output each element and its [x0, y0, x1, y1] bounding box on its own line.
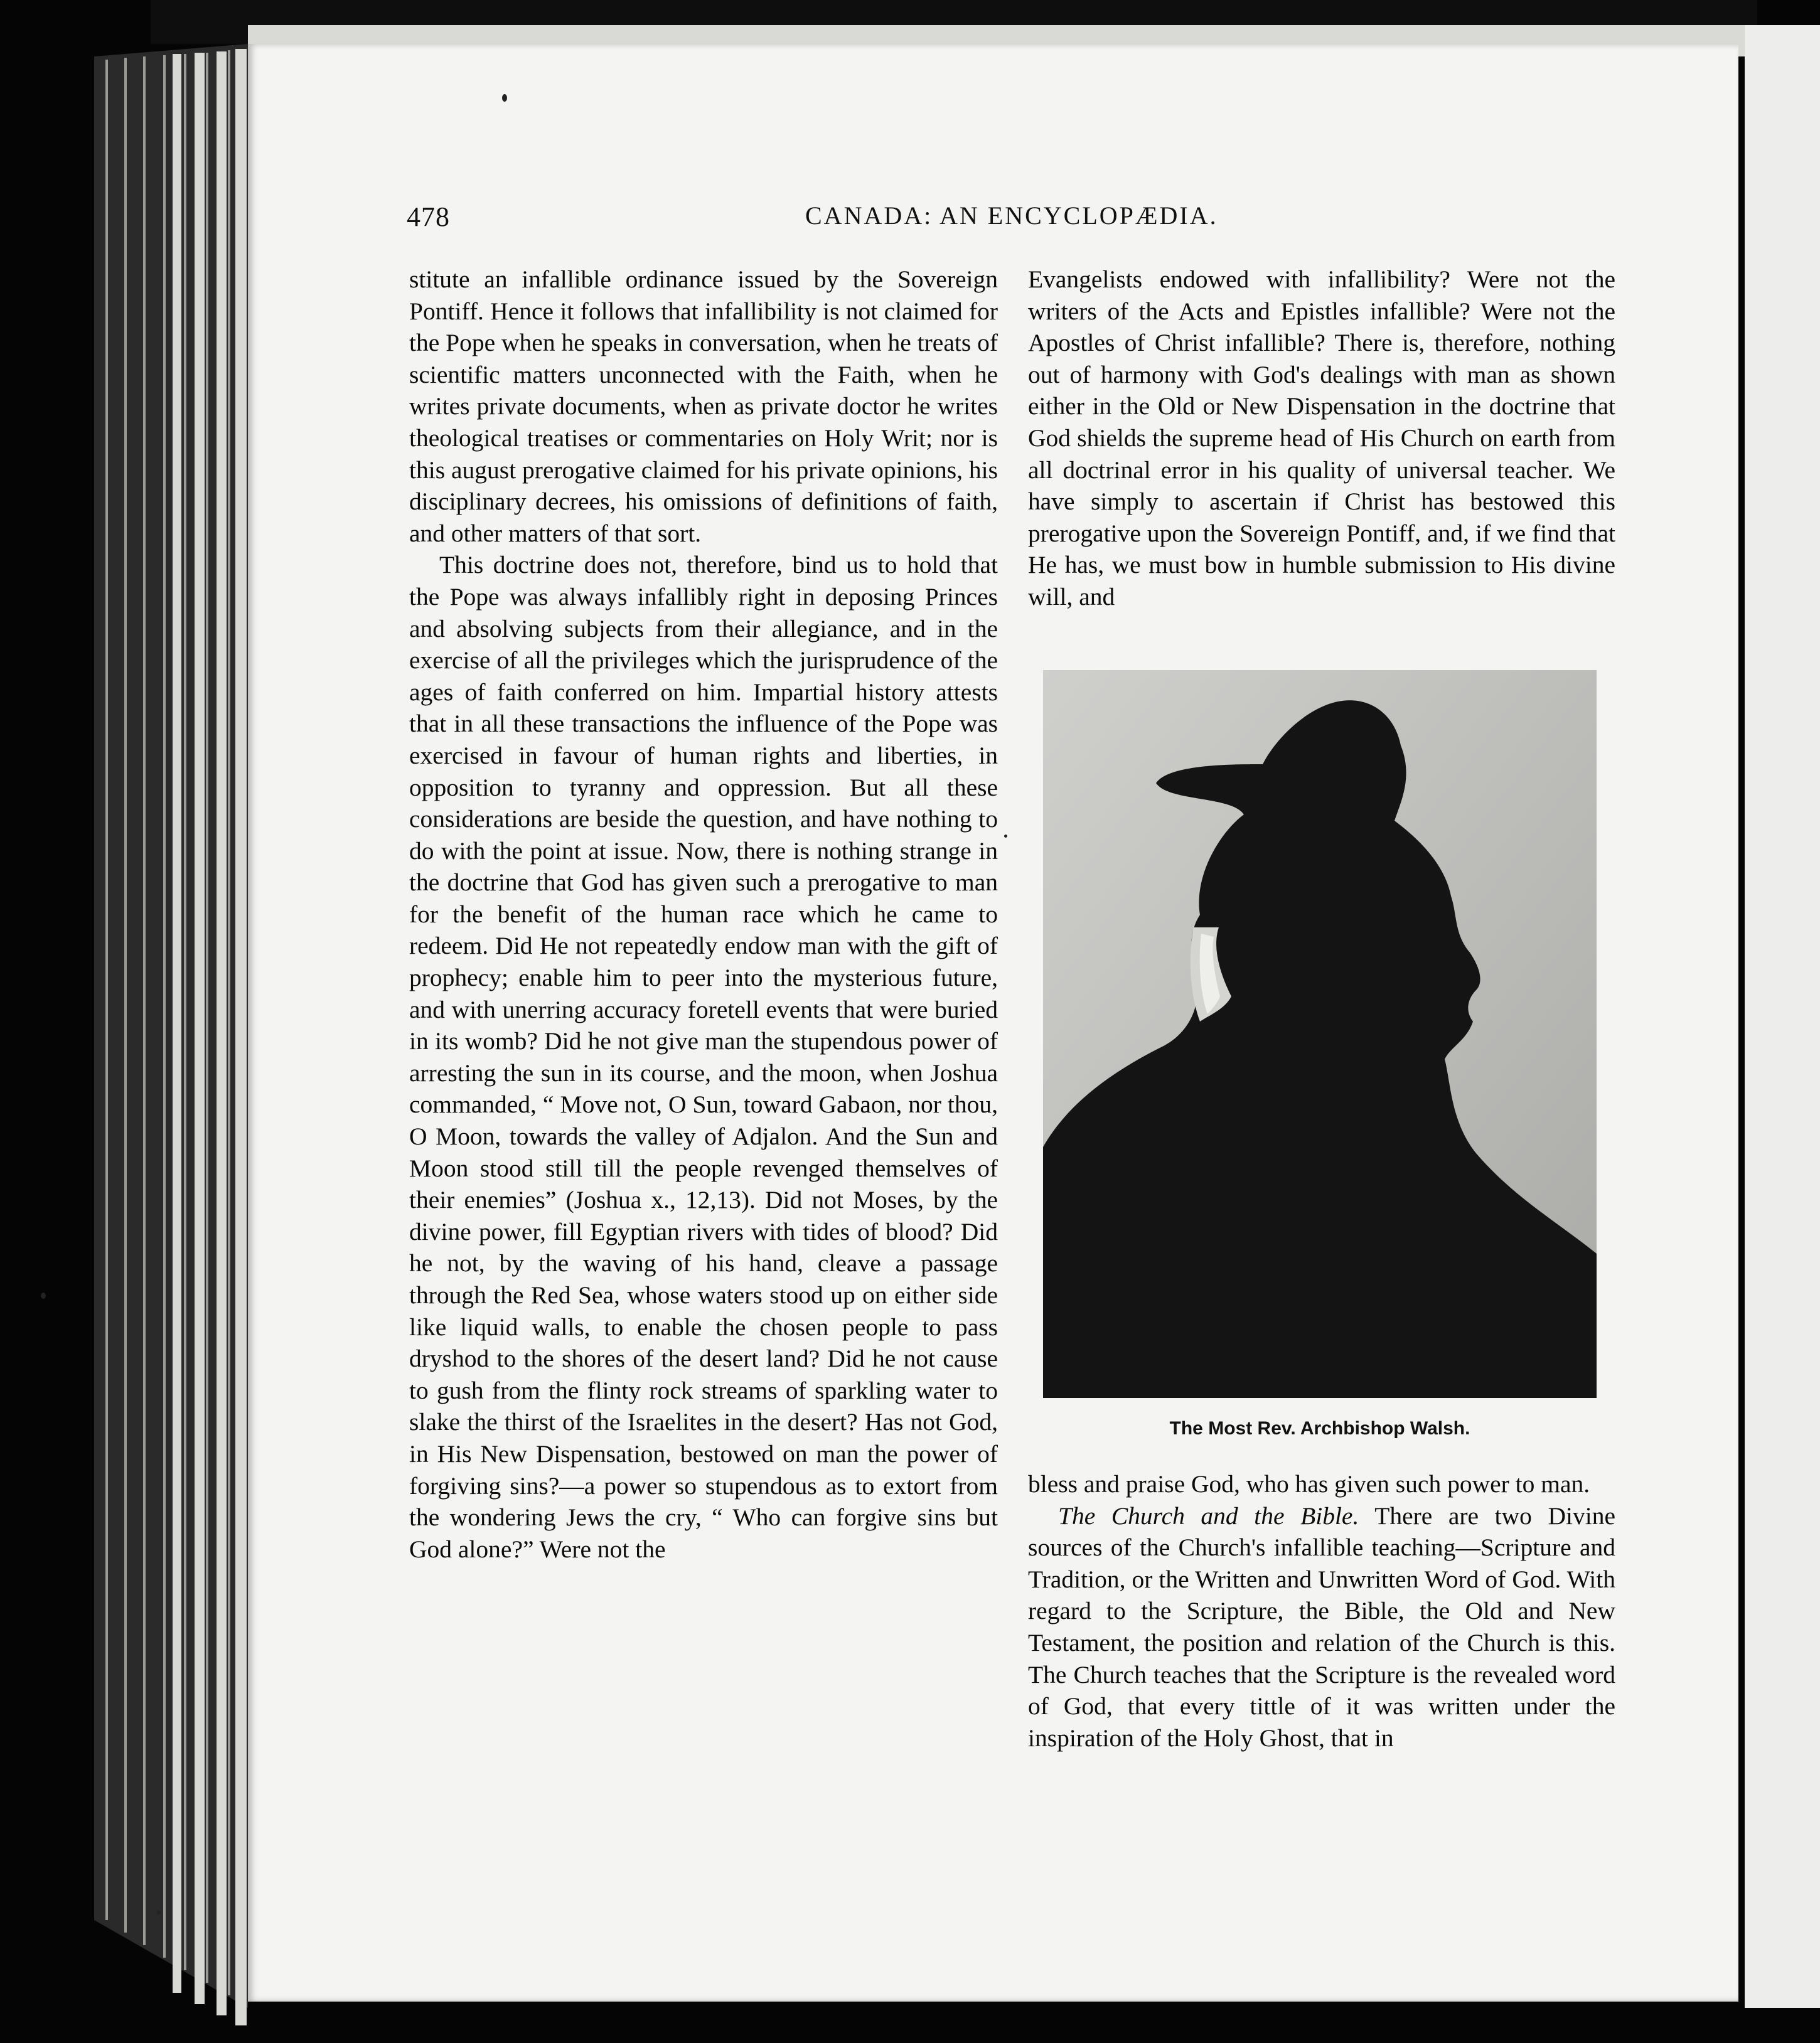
paragraph: bless and praise God, who has given such power to man.	[1028, 1470, 1590, 1498]
section-heading: The Church and the Bible.	[1058, 1502, 1359, 1530]
running-head	[407, 201, 1612, 238]
portrait-photograph	[1043, 670, 1597, 1398]
text-column-right-top	[1028, 264, 1615, 613]
print-speck	[157, 1911, 161, 1914]
section-paragraph	[1028, 1500, 1615, 1754]
print-speck	[1004, 835, 1007, 838]
print-speck	[41, 1293, 46, 1299]
page-number: 478	[407, 201, 450, 232]
paragraph: stitute an infallible ordinance issued by the Sovereign Pontiff. Hence it follows that infallibility is not claimed for the Pope when he speaks in conversation, when he treats of scientific matters unconnected with the Faith, when he writes private documents, when as private doctor he writes theological treatises or commentaries on Holy Writ; nor is this august prerogative claimed for his private opinions, his disciplinary decrees, his omissions of definitions of faith, and other matters of that sort.	[409, 265, 998, 547]
paragraph: Evangelists endowed with infallibility? Were not the writers of the Acts and Epistles infallible? Were not the Apostles of Christ infallible? There is, therefore, nothing out of harmony with God's dealings with man as shown either in the Old or New Dispensation in the doctrine that God shields the supreme head of His Church on earth from all doctrinal error in his quality of universal teacher. We have simply to ascertain if Christ has bestowed this prerogative upon the Sovereign Pontiff, and, if we find that He has, we must bow in humble submission to His divine will, and	[1028, 265, 1615, 611]
figure-caption: The Most Rev. Archbishop Walsh.	[1169, 1418, 1470, 1439]
text-column-right-bottom	[1028, 1468, 1615, 1754]
print-speck	[502, 94, 507, 102]
paragraph: This doctrine does not, therefore, bind us to hold that the Pope was always infallibly right in deposing Princes and absolving subjects from their allegiance, and in the exercise of all the privileges which the jurisprudence of the ages of faith conferred on him. Impartial history attests that in all these transactions the influence of the Pope was exercised in favour of human rights and liberties, in opposition to tyranny and oppression. But all these considerations are beside the question, and have nothing to do with the point at issue. Now, there is nothing strange in the doctrine that God has given such a prerogative to man for the benefit of the human race which he came to redeem. Did He not repeatedly endow man with the gift of prophecy; enable him to peer into the mysterious future, and with unerring accuracy foretell events that were buried in its womb? Did he not give man the stupendous power of arresting the sun in its course, and the moon, when Joshua commanded, “ Move not, O Sun, toward Gabaon, nor thou, O Moon, towards the valley of Adjalon. And the Sun and Moon stood still till the people revenged themselves of their enemies” (Joshua x., 12,13). Did not Moses, by the divine power, fill Egyptian rivers with tides of blood? Did he not, by the waving of his hand, cleave a passage through the Red Sea, whose waters stood up on either side like liquid walls, to enable the chosen people to pass dryshod to the shores of the desert land? Did he not cause to gush from the flinty rock streams of sparkling water to slake the thirst of the Israelites in the desert? Has not God, in His New Dispensation, bestowed on man the power of forgiving sins?—a power so stupendous as to extort from the wondering Jews the cry, “ Who can forgive sins but God alone?” Were not the	[409, 551, 998, 1563]
section-text: There are two Divine sources of the Church's infallible teaching—Scripture and Tradition, or the Written and Unwritten Word of God. With regard to the Scripture, the Bible, the Old and New Testament, the position and relation of the Church is this. The Church teaches that the Scripture is the revealed word of God, that every tittle of it was written under the inspiration of the Holy Ghost, that in	[1028, 1502, 1615, 1752]
text-column-left	[409, 264, 998, 1565]
running-title: CANADA: AN ENCYCLOPÆDIA.	[805, 201, 1218, 230]
facing-page-edge	[1745, 25, 1820, 2008]
